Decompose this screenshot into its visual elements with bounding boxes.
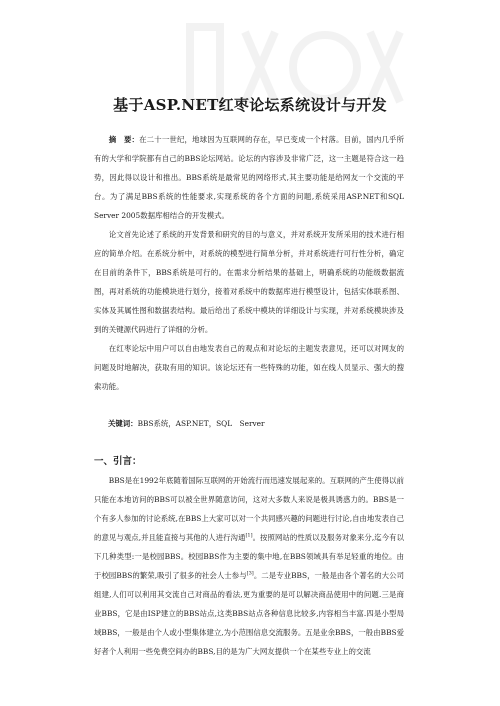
abstract-label: 摘 要：: [108, 135, 140, 144]
section-heading-intro: 一、引言：: [94, 456, 142, 467]
document-title: 基于ASP.NET红枣论坛系统设计与开发: [113, 96, 387, 114]
abstract-paragraph: [94, 130, 404, 225]
keywords-line: [94, 414, 404, 433]
intro-text-2: 。按照网站的性质以及服务对象来分,迄今有以下几种类型:一是校园BBS。校园BBS作为主要的集中地,在BBS领域具有举足轻重的地位。由于校园BBS的繁荣,吸引了很多的社会人士参与: [94, 533, 404, 580]
intro-text-1: BBS是在1992年底随着国际互联网的开始流行而迅速发展起来的。互联网的产生使得以前只能在本地访问的BBS可以被全世界随意访问，这对大多数人来说是极具诱惑力的。BBS是一个有多人参加的讨论系统,在BBS上大家可以对一个共同感兴趣的问题进行讨论,自由地发表自己的意见与观点,并且能直接与其他的人进行沟通: [94, 476, 404, 542]
keywords-label: 关键词：: [108, 419, 138, 428]
abstract-text: 在二十一世纪，地球因为互联网的存在，早已变成一个村落。目前，国内几乎所有的大学和学院都有自己的BBS论坛网站。论坛的内容涉及非常广泛，这一主题是符合这一趋势，因此得以设计和推出。BBS系统是最常见的网络形式,其主要功能是给网友一个交流的平台。为了满足BBS系统的性能要求,实现系统的各个方面的问题,系统采用ASP.NET和SQL Server 2005数据库相结合的开发模式。: [94, 135, 404, 220]
keywords-text: BBS系统，ASP.NET，SQL Server: [137, 419, 265, 428]
document-body: [94, 130, 404, 661]
intro-paragraph: [94, 471, 404, 661]
abstract-paragraph-2: 论文首先论述了系统的开发背景和研究的目的与意义，并对系统开发所采用的技术进行相应的简单介绍。在系统分析中，对系统的模型进行简单分析，并对系统进行可行性分析，确定在目前的条件下，BBS系统是可行的。在需求分析结果的基础上，明确系统的功能级数据流图，再对系统的功能模块进行划分，接着对系统中的数据库进行模型设计，包括实体联系图、实体及其属性图和数据表结构。最后给出了系统中模块的详细设计与实现，并对系统模块涉及到的关键源代码进行了详细的分析。: [94, 230, 404, 334]
intro-text-3: 。二是专业BBS，一般是由各个著名的大公司组建,人们可以利用其交流自己对商品的看法,更为重要的是可以解决商品使用中的问题.三是商业BBS，它是由ISP建立的BBS站点,这类BBS站点各种信息比较多,内容相当丰富.四是小型局域BBS，一般是由个人或小型集体建立,为小范围信息交流服务。五是业余BBS，一般由BBS爱好者个人利用一些免费空间办的BBS,目的是为广大网友提供一个在某些专业上的交流: [94, 571, 404, 656]
abstract-paragraph-3: 在红枣论坛中用户可以自由地发表自己的观点和对论坛的主题发表意见，还可以对网友的问题及时地解决，获取有用的知识。该论坛还有一些特殊的功能，如在线人员显示、强大的搜索功能。: [94, 344, 404, 391]
citation-ref-1: [1]: [245, 532, 253, 539]
citation-ref-3: [3]: [246, 570, 254, 577]
